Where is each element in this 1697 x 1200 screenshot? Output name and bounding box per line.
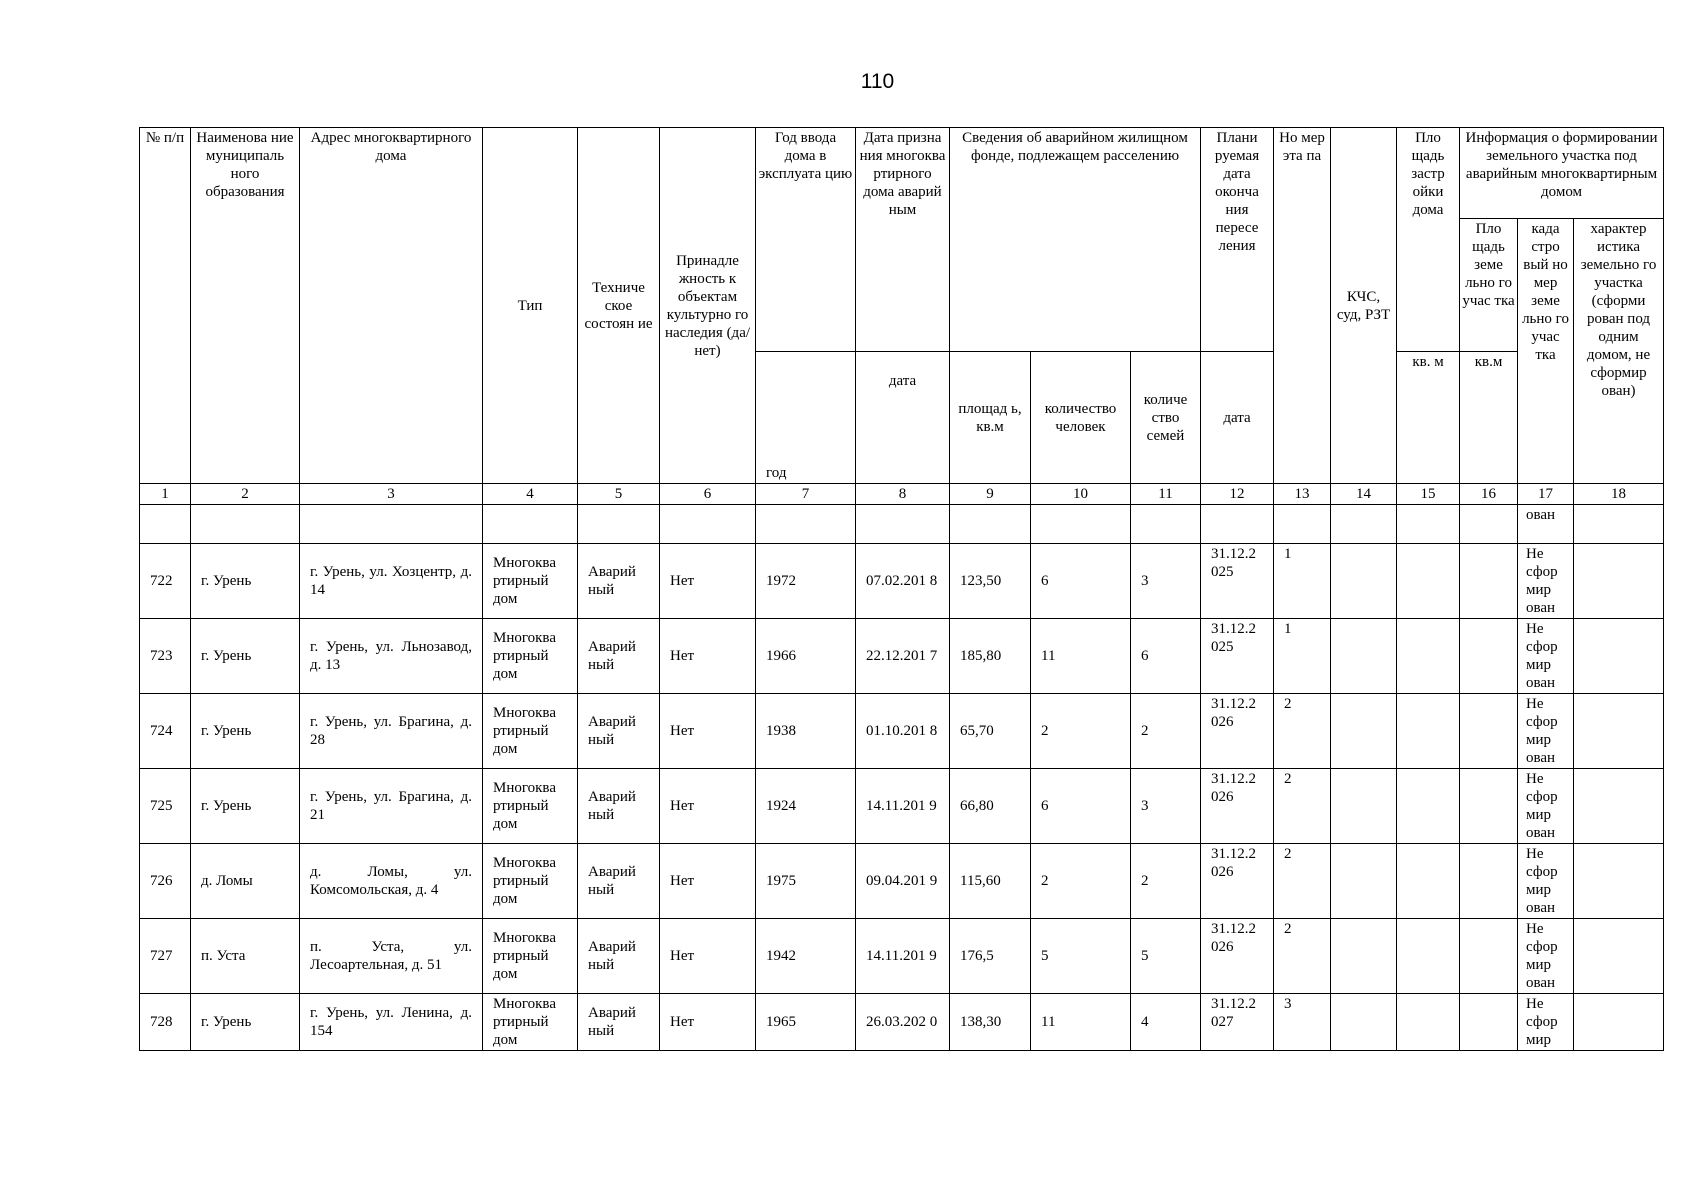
row-municipality: г. Урень	[191, 544, 300, 619]
row-people: 5	[1031, 919, 1131, 994]
row-planned-date: 31.12.2 027	[1201, 994, 1274, 1051]
row-number: 727	[140, 919, 191, 994]
column-number: 14	[1331, 484, 1397, 505]
column-number: 15	[1397, 484, 1460, 505]
row-tech-state: Аварий ный	[578, 844, 660, 919]
row-people: 2	[1031, 844, 1131, 919]
column-number: 11	[1131, 484, 1201, 505]
row-number: 725	[140, 769, 191, 844]
row-number: 728	[140, 994, 191, 1051]
row-municipality: г. Урень	[191, 619, 300, 694]
row-number: 722	[140, 544, 191, 619]
header-tech-state: Техниче ское состоян ие	[578, 128, 660, 484]
header-date-sub: дата	[856, 352, 950, 484]
row-date-recognized: 01.10.201 8	[856, 694, 950, 769]
row-cadastral: Не сфор мир ован	[1518, 544, 1574, 619]
row-building-area	[1397, 619, 1460, 694]
row-year: 1965	[756, 994, 856, 1051]
header-building-area: Пло щадь застр ойки дома	[1397, 128, 1460, 352]
header-year-sub: год	[756, 352, 856, 484]
row-heritage: Нет	[660, 844, 756, 919]
row-municipality: г. Урень	[191, 769, 300, 844]
column-number: 8	[856, 484, 950, 505]
row-kchs	[1331, 844, 1397, 919]
row-characteristic	[1574, 544, 1664, 619]
row-plot-area	[1460, 619, 1518, 694]
row-stage: 1	[1274, 544, 1331, 619]
continuation-cell: ован	[1518, 505, 1574, 544]
row-kchs	[1331, 994, 1397, 1051]
row-area: 65,70	[950, 694, 1031, 769]
row-building-area	[1397, 919, 1460, 994]
column-number: 5	[578, 484, 660, 505]
row-characteristic	[1574, 919, 1664, 994]
header-municipality: Наименова ние муниципаль ного образования	[191, 128, 300, 484]
row-address: г. Урень, ул. Ленина, д. 154	[300, 994, 483, 1051]
column-number-row	[140, 484, 1664, 505]
row-cadastral: Не сфор мир ован	[1518, 844, 1574, 919]
row-cadastral: Не сфор мир	[1518, 994, 1574, 1051]
header-families: количе ство семей	[1131, 352, 1201, 484]
header-kchs: КЧС, суд, РЗТ	[1331, 128, 1397, 484]
row-cadastral: Не сфор мир ован	[1518, 919, 1574, 994]
row-area: 66,80	[950, 769, 1031, 844]
row-families: 5	[1131, 919, 1201, 994]
row-heritage: Нет	[660, 619, 756, 694]
table-row	[140, 844, 1664, 919]
row-characteristic	[1574, 694, 1664, 769]
row-date-recognized: 14.11.201 9	[856, 769, 950, 844]
row-people: 6	[1031, 769, 1131, 844]
row-people: 11	[1031, 619, 1131, 694]
column-number: 10	[1031, 484, 1131, 505]
row-type: Многоква ртирный дом	[483, 769, 578, 844]
row-type: Многоква ртирный дом	[483, 694, 578, 769]
row-type: Многоква ртирный дом	[483, 619, 578, 694]
column-number: 3	[300, 484, 483, 505]
column-number: 9	[950, 484, 1031, 505]
row-area: 123,50	[950, 544, 1031, 619]
emergency-housing-table	[139, 127, 1664, 1051]
row-municipality: г. Урень	[191, 994, 300, 1051]
header-building-area-sub: кв. м	[1397, 352, 1460, 484]
page-number: 110	[860, 70, 895, 93]
row-year: 1942	[756, 919, 856, 994]
header-num: № п/п	[140, 128, 191, 484]
header-plot-area: Пло щадь земе льно го учас тка	[1460, 219, 1518, 352]
row-planned-date: 31.12.2 026	[1201, 844, 1274, 919]
row-tech-state: Аварий ный	[578, 769, 660, 844]
row-people: 2	[1031, 694, 1131, 769]
header-year: Год ввода дома в эксплуата цию	[756, 128, 856, 352]
row-planned-date: 31.12.2 026	[1201, 919, 1274, 994]
continuation-row	[140, 505, 1664, 544]
row-date-recognized: 14.11.201 9	[856, 919, 950, 994]
row-planned-date: 31.12.2 026	[1201, 694, 1274, 769]
row-families: 6	[1131, 619, 1201, 694]
row-address: г. Урень, ул. Брагина, д. 28	[300, 694, 483, 769]
row-characteristic	[1574, 994, 1664, 1051]
row-kchs	[1331, 544, 1397, 619]
column-number: 13	[1274, 484, 1331, 505]
row-plot-area	[1460, 544, 1518, 619]
column-number: 1	[140, 484, 191, 505]
row-cadastral: Не сфор мир ован	[1518, 619, 1574, 694]
row-building-area	[1397, 994, 1460, 1051]
row-kchs	[1331, 919, 1397, 994]
row-characteristic	[1574, 844, 1664, 919]
row-number: 724	[140, 694, 191, 769]
row-plot-area	[1460, 769, 1518, 844]
row-address: г. Урень, ул. Льнозавод, д. 13	[300, 619, 483, 694]
row-cadastral: Не сфор мир ован	[1518, 694, 1574, 769]
row-area: 138,30	[950, 994, 1031, 1051]
header-area: площад ь, кв.м	[950, 352, 1031, 484]
table-row	[140, 544, 1664, 619]
row-year: 1975	[756, 844, 856, 919]
row-families: 4	[1131, 994, 1201, 1051]
row-plot-area	[1460, 994, 1518, 1051]
row-stage: 2	[1274, 919, 1331, 994]
row-families: 3	[1131, 769, 1201, 844]
header-address: Адрес многоквартирного дома	[300, 128, 483, 484]
column-number: 12	[1201, 484, 1274, 505]
row-building-area	[1397, 694, 1460, 769]
row-date-recognized: 09.04.201 9	[856, 844, 950, 919]
row-area: 176,5	[950, 919, 1031, 994]
header-cadastral: када стро вый но мер земе льно го учас тка	[1518, 219, 1574, 484]
row-year: 1938	[756, 694, 856, 769]
row-number: 726	[140, 844, 191, 919]
table-row	[140, 769, 1664, 844]
table-row	[140, 919, 1664, 994]
row-families: 2	[1131, 694, 1201, 769]
row-type: Многоква ртирный дом	[483, 544, 578, 619]
row-families: 2	[1131, 844, 1201, 919]
row-address: п. Уста, ул. Лесоартельная, д. 51	[300, 919, 483, 994]
column-number: 7	[756, 484, 856, 505]
column-number: 17	[1518, 484, 1574, 505]
header-plot-area-sub: кв.м	[1460, 352, 1518, 484]
row-people: 11	[1031, 994, 1131, 1051]
row-planned-date: 31.12.2 025	[1201, 619, 1274, 694]
row-area: 115,60	[950, 844, 1031, 919]
header-date-recognized: Дата призна ния многоква ртирного дома аварий ным	[856, 128, 950, 352]
row-heritage: Нет	[660, 544, 756, 619]
row-date-recognized: 22.12.201 7	[856, 619, 950, 694]
column-number: 18	[1574, 484, 1664, 505]
row-tech-state: Аварий ный	[578, 994, 660, 1051]
header-land-plot: Информация о формировании земельного участка под аварийным многоквартирным домом	[1460, 128, 1664, 219]
row-municipality: д. Ломы	[191, 844, 300, 919]
row-people: 6	[1031, 544, 1131, 619]
row-planned-date: 31.12.2 026	[1201, 769, 1274, 844]
row-building-area	[1397, 544, 1460, 619]
row-characteristic	[1574, 619, 1664, 694]
row-stage: 2	[1274, 769, 1331, 844]
row-heritage: Нет	[660, 694, 756, 769]
row-kchs	[1331, 769, 1397, 844]
row-building-area	[1397, 769, 1460, 844]
row-date-recognized: 26.03.202 0	[856, 994, 950, 1051]
header-emergency-fund: Сведения об аварийном жилищном фонде, подлежащем расселению	[950, 128, 1201, 352]
header-people: количество человек	[1031, 352, 1131, 484]
row-cadastral: Не сфор мир ован	[1518, 769, 1574, 844]
row-stage: 2	[1274, 844, 1331, 919]
header-stage: Но мер эта па	[1274, 128, 1331, 484]
row-plot-area	[1460, 919, 1518, 994]
row-address: г. Урень, ул. Хозцентр, д. 14	[300, 544, 483, 619]
row-stage: 2	[1274, 694, 1331, 769]
header-characteristic: характер истика земельно го участка (сформи рован под одним домом, не сформир ован)	[1574, 219, 1664, 484]
column-number: 4	[483, 484, 578, 505]
row-heritage: Нет	[660, 994, 756, 1051]
row-heritage: Нет	[660, 769, 756, 844]
table-row	[140, 694, 1664, 769]
row-heritage: Нет	[660, 919, 756, 994]
header-type: Тип	[483, 128, 578, 484]
row-address: г. Урень, ул. Брагина, д. 21	[300, 769, 483, 844]
row-year: 1924	[756, 769, 856, 844]
row-type: Многоква ртирный дом	[483, 994, 578, 1051]
row-year: 1972	[756, 544, 856, 619]
column-number: 2	[191, 484, 300, 505]
row-area: 185,80	[950, 619, 1031, 694]
row-address: д. Ломы, ул. Комсомольская, д. 4	[300, 844, 483, 919]
table-row	[140, 994, 1664, 1051]
row-municipality: г. Урень	[191, 694, 300, 769]
row-plot-area	[1460, 694, 1518, 769]
row-type: Многоква ртирный дом	[483, 844, 578, 919]
row-year: 1966	[756, 619, 856, 694]
table-row	[140, 619, 1664, 694]
row-tech-state: Аварий ный	[578, 544, 660, 619]
row-type: Многоква ртирный дом	[483, 919, 578, 994]
column-number: 6	[660, 484, 756, 505]
row-characteristic	[1574, 769, 1664, 844]
row-stage: 1	[1274, 619, 1331, 694]
row-tech-state: Аварий ный	[578, 919, 660, 994]
header-heritage: Принадле жность к объектам культурно го наследия (да/нет)	[660, 128, 756, 484]
row-stage: 3	[1274, 994, 1331, 1051]
column-number: 16	[1460, 484, 1518, 505]
header-planned-date: Плани руемая дата оконча ния пересе ления	[1201, 128, 1274, 352]
row-number: 723	[140, 619, 191, 694]
row-plot-area	[1460, 844, 1518, 919]
row-kchs	[1331, 694, 1397, 769]
row-tech-state: Аварий ный	[578, 694, 660, 769]
row-tech-state: Аварий ный	[578, 619, 660, 694]
header-row	[140, 128, 1664, 219]
header-planned-date-sub: дата	[1201, 352, 1274, 484]
row-date-recognized: 07.02.201 8	[856, 544, 950, 619]
row-building-area	[1397, 844, 1460, 919]
row-kchs	[1331, 619, 1397, 694]
row-families: 3	[1131, 544, 1201, 619]
row-planned-date: 31.12.2 025	[1201, 544, 1274, 619]
row-municipality: п. Уста	[191, 919, 300, 994]
